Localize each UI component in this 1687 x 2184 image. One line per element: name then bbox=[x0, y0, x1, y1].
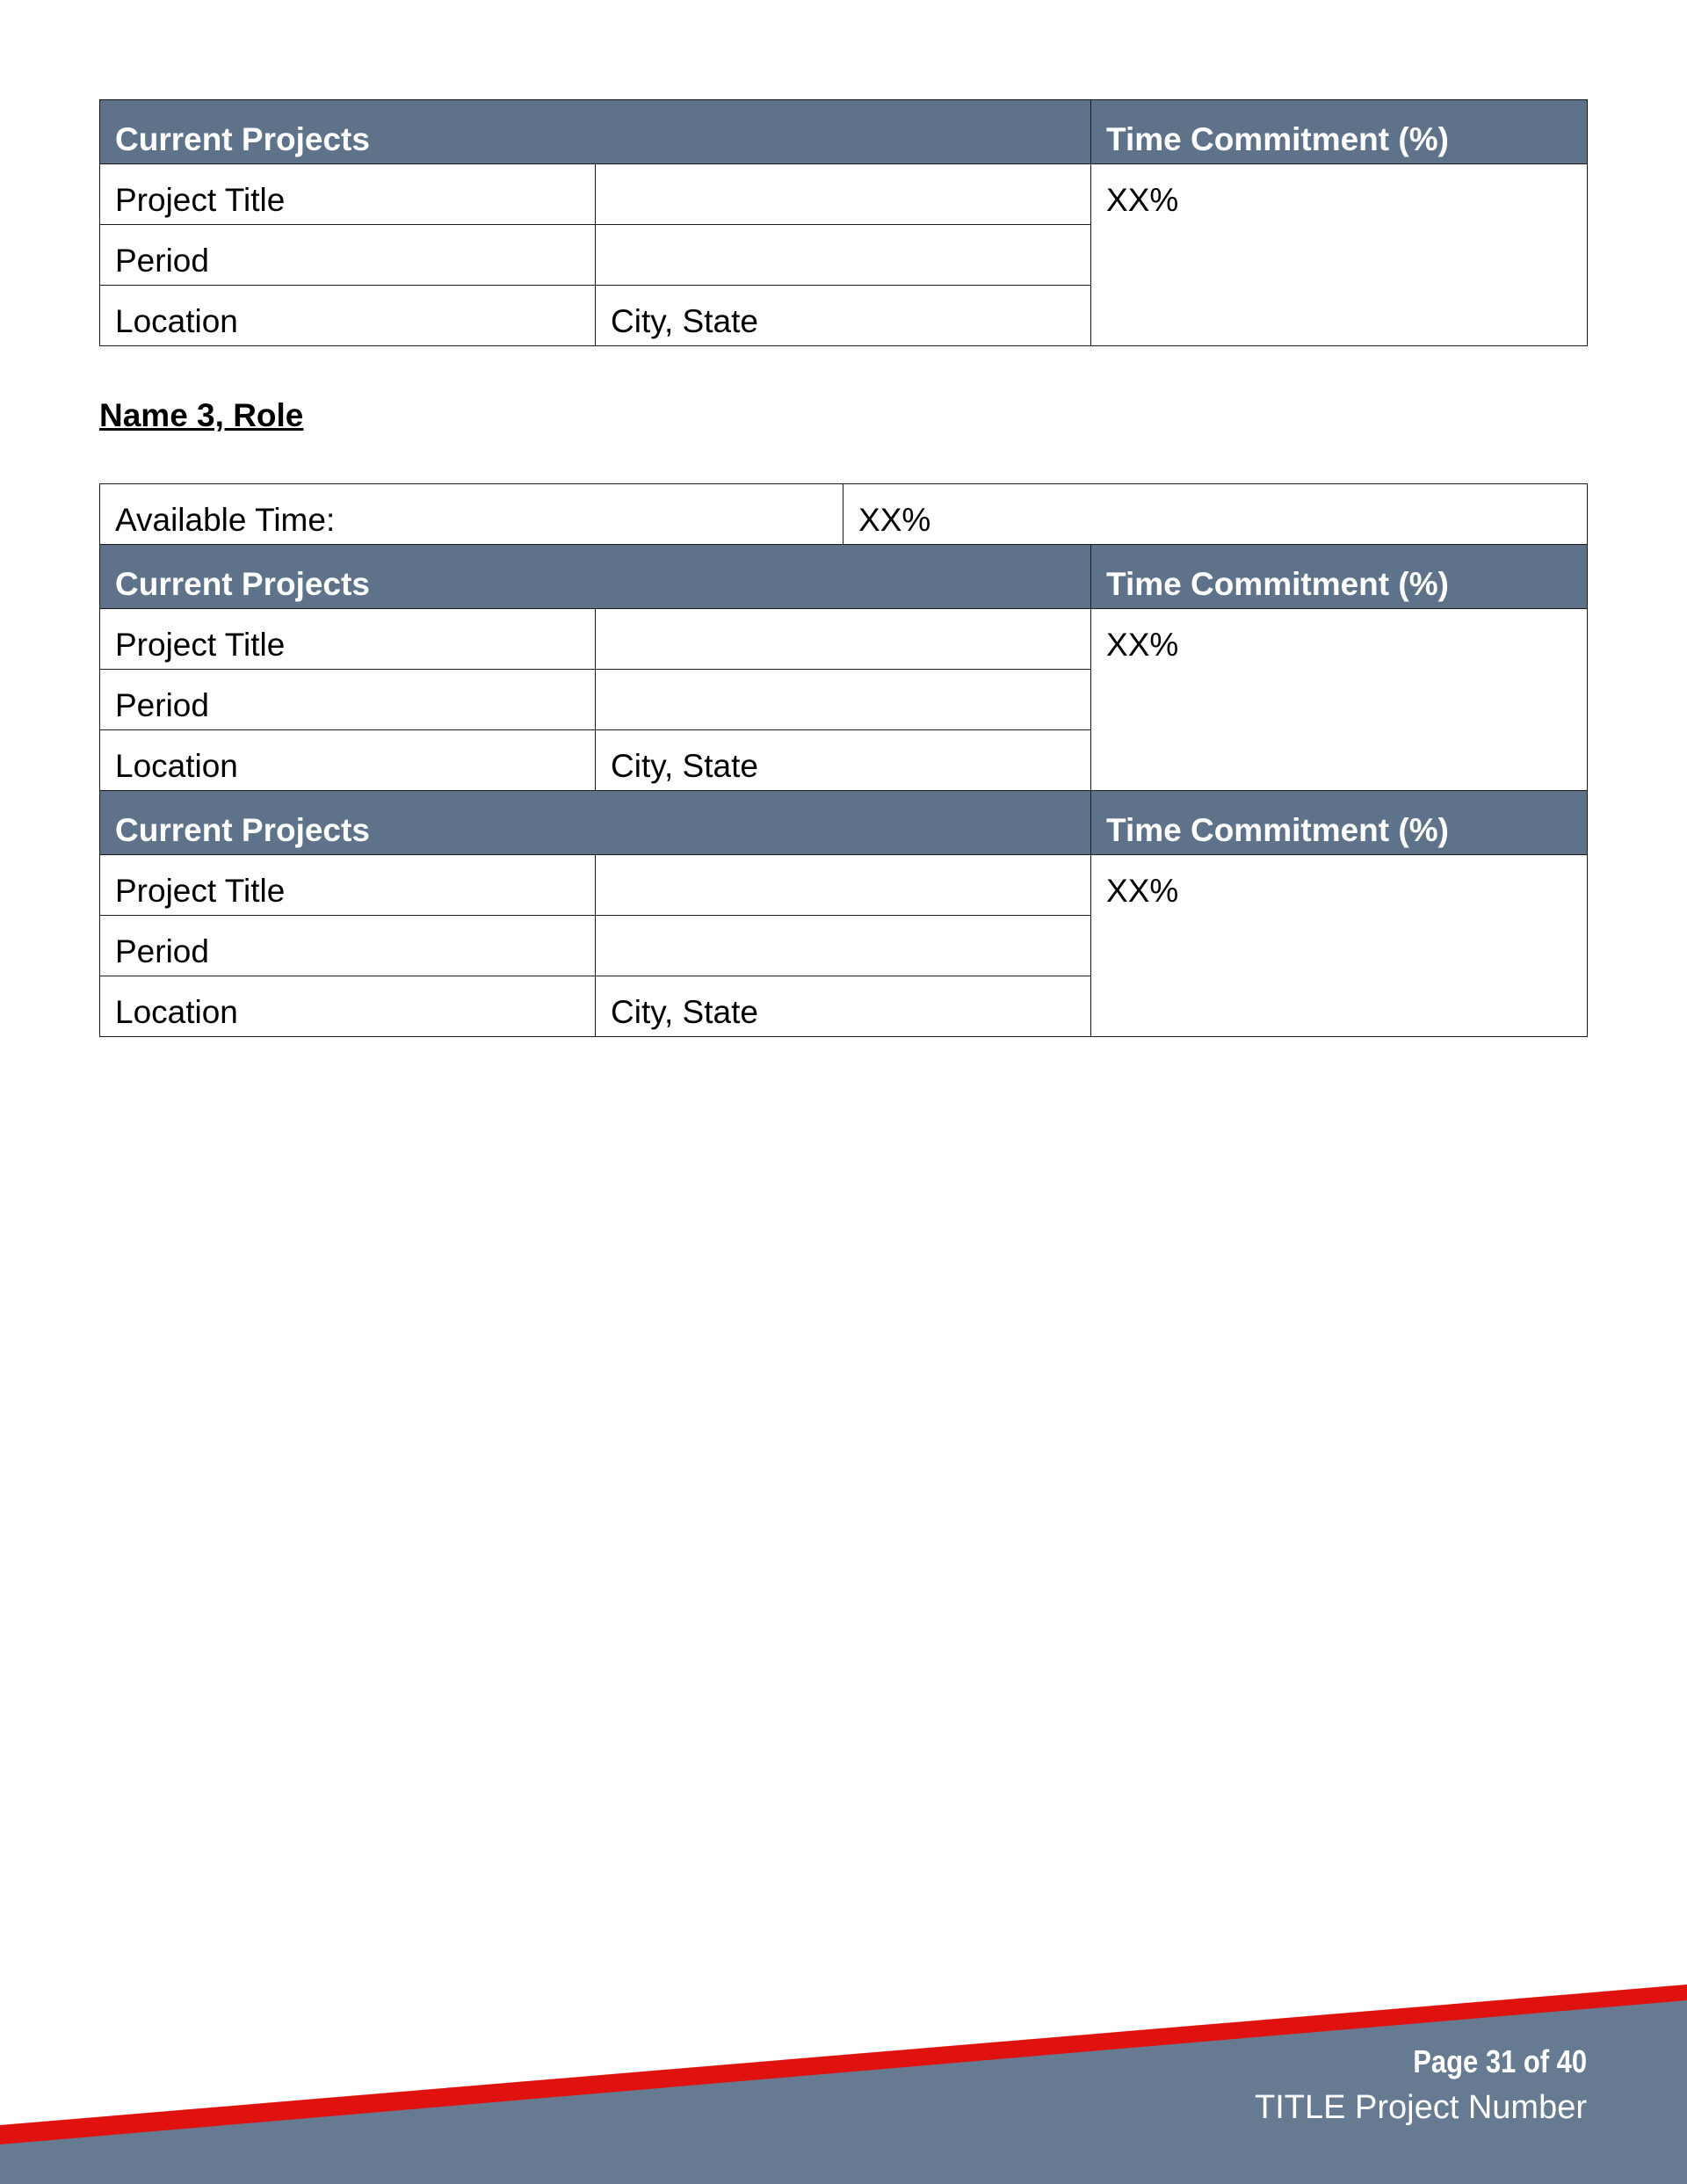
person-heading: Name 3, Role bbox=[99, 397, 304, 433]
row-value: City, State bbox=[596, 730, 1091, 791]
row-label: Period bbox=[100, 916, 596, 976]
row-label: Project Title bbox=[100, 164, 596, 225]
time-commitment-header: Time Commitment (%) bbox=[1091, 791, 1588, 855]
row-value: City, State bbox=[596, 976, 1091, 1037]
row-label: Project Title bbox=[100, 855, 596, 916]
time-commitment-header: Time Commitment (%) bbox=[1091, 100, 1588, 164]
row-value bbox=[596, 670, 1091, 730]
row-label: Period bbox=[100, 670, 596, 730]
current-projects-header: Current Projects bbox=[100, 791, 1091, 855]
current-projects-table bbox=[99, 99, 1588, 346]
time-commitment-header: Time Commitment (%) bbox=[1091, 545, 1588, 609]
footer-title: TITLE Project Number bbox=[1255, 2089, 1587, 2126]
time-commitment-value: XX% bbox=[1091, 164, 1588, 346]
person-table bbox=[99, 483, 1588, 1037]
row-label: Location bbox=[100, 286, 596, 346]
row-value bbox=[596, 609, 1091, 670]
row-label: Location bbox=[100, 730, 596, 791]
row-value bbox=[596, 916, 1091, 976]
available-time-value: XX% bbox=[844, 484, 1588, 545]
page-number: Page 31 of 40 bbox=[1413, 2043, 1587, 2079]
row-value bbox=[596, 855, 1091, 916]
row-label: Period bbox=[100, 225, 596, 286]
time-commitment-value: XX% bbox=[1091, 855, 1588, 1037]
row-value bbox=[596, 164, 1091, 225]
row-value bbox=[596, 225, 1091, 286]
time-commitment-value: XX% bbox=[1091, 609, 1588, 791]
row-label: Location bbox=[100, 976, 596, 1037]
available-time-label: Available Time: bbox=[100, 484, 844, 545]
current-projects-header: Current Projects bbox=[100, 100, 1091, 164]
current-projects-header: Current Projects bbox=[100, 545, 1091, 609]
row-value: City, State bbox=[596, 286, 1091, 346]
row-label: Project Title bbox=[100, 609, 596, 670]
